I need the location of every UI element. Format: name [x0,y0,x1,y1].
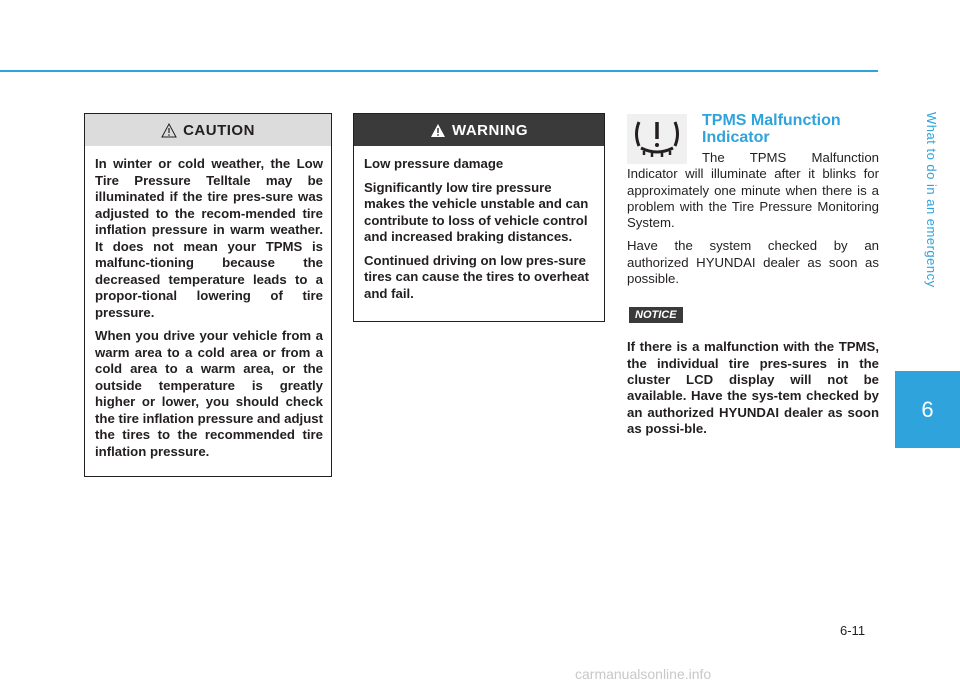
warning-subheading: Low pressure damage [364,156,504,171]
tpms-malfunction-icon [627,114,687,164]
notice-text: If there is a malfunction with the TPMS, the individual tire pres-sures in the cluster LCD display will not be available. Have the sys-tem checked by an authorized HYUNDAI dealer as soon as possi-ble. [627,339,879,436]
chapter-title: What to do in an emergency [924,112,939,288]
warning-triangle-icon [430,123,446,138]
warning-box [353,113,605,322]
notice-badge: NOTICE [629,307,683,323]
caution-box [84,113,332,477]
caution-header [85,114,331,146]
caution-title: CAUTION [183,121,255,139]
caution-paragraph: When you drive your vehicle from a warm area to a cold area or from a cold area to a warm area, or the outside temperature is greatly higher or lower, you should check the tire inflation pressure and adjust the tires to the recommended tire inflation pressure. [95,328,323,459]
warning-title: WARNING [452,121,528,139]
tpms-section [627,112,879,437]
caution-triangle-icon [161,123,177,138]
warning-header [354,114,604,146]
warning-paragraph: Continued driving on low pres-sure tires can cause the tires to overheat and fail. [364,252,590,301]
section-heading: TPMS Malfunction Indicator [702,112,841,146]
warning-body [354,146,604,302]
chapter-side-tab [895,0,960,689]
caution-body [85,146,331,460]
chapter-number: 6 [895,371,960,448]
caution-paragraph: In winter or cold weather, the Low Tire Pressure Telltale may be illuminated if the tire pres-sure was adjusted to the recom-mended tire inflation pressure in warm weather. It does not mean your TPMS is malfunc-tioning because the decreased temperature leads to a propor-tional lowering of tire pressure. [95,156,323,320]
section-paragraph-text: The TPMS Malfunction Indicator will illuminate after it blinks for approximately one minute when there is a problem with the Tire Pressure Monitoring System. [627,150,879,231]
page-number: 6-11 [840,623,866,638]
top-rule [0,70,878,72]
watermark: carmanualsonline.info [575,666,712,682]
warning-paragraph: Significantly low tire pressure makes the vehicle unstable and can contribute to loss of vehicle control and increased braking distances. [364,179,589,244]
section-paragraph: Have the system checked by an authorized HYUNDAI dealer as soon as possible. [627,238,879,287]
